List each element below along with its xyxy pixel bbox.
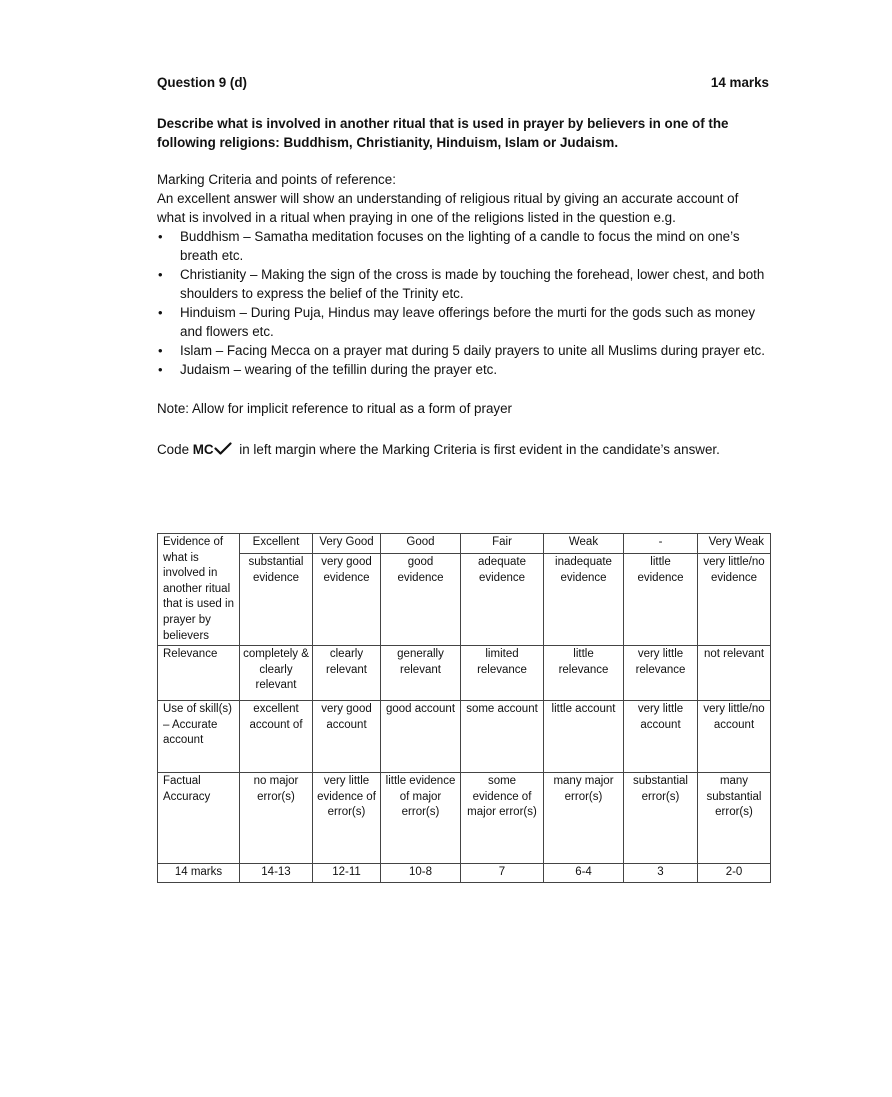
relevance-cell-weak: little relevance [544, 646, 624, 701]
table-header-row [158, 534, 771, 554]
bullet-hinduism: • Hinduism – During Puja, Hindus may leave offerings before the murti for the gods such as money and flowers etc. [157, 303, 769, 341]
header-very-weak: Very Weak [698, 534, 771, 554]
header-excellent: Excellent [240, 534, 313, 554]
evidence-cell-dash: little evidence [624, 554, 698, 646]
code-instruction [157, 440, 769, 459]
question-number: Question 9 (d) [157, 75, 248, 90]
question-header [157, 74, 769, 92]
table-row [158, 646, 771, 701]
code-prefix: Code [157, 442, 193, 457]
accuracy-cell-dash: substantial error(s) [624, 773, 698, 864]
evidence-cell-very-good: very good evidence [313, 554, 381, 646]
header-dash: - [624, 534, 698, 554]
skills-cell-fair: some account [461, 701, 544, 773]
bullet-islam: • Islam – Facing Mecca on a prayer mat during 5 daily prayers to unite all Muslims during prayer etc. [157, 341, 769, 360]
bullet-christianity: • Christianity – Making the sign of the cross is made by touching the forehead, lower chest, and both shoulders to express the belief of the Trinity etc. [157, 265, 769, 303]
criteria-intro: An excellent answer will show an understanding of religious ritual by giving an accurate account of what is involved in a ritual when praying in one of the religions listed in the question e.g. [157, 191, 739, 225]
marks-good: 10-8 [381, 864, 461, 883]
marking-guide-page [157, 74, 769, 459]
header-very-good: Very Good [313, 534, 381, 554]
relevance-cell-very-good: clearly relevant [313, 646, 381, 701]
evidence-cell-excellent: substantial evidence [240, 554, 313, 646]
skills-cell-excellent: excellent account of [240, 701, 313, 773]
accuracy-cell-weak: many major error(s) [544, 773, 624, 864]
accuracy-cell-good: little evidence of major error(s) [381, 773, 461, 864]
skills-cell-very-good: very good account [313, 701, 381, 773]
skills-cell-weak: little account [544, 701, 624, 773]
accuracy-cell-excellent: no major error(s) [240, 773, 313, 864]
criteria-bullets [157, 227, 769, 379]
relevance-cell-good: generally relevant [381, 646, 461, 701]
table-row [158, 773, 771, 864]
accuracy-cell-fair: some evidence of major error(s) [461, 773, 544, 864]
skills-cell-very-weak: very little/no account [698, 701, 771, 773]
accuracy-cell-very-weak: many substantial error(s) [698, 773, 771, 864]
header-good: Good [381, 534, 461, 554]
note-text: Note: Allow for implicit reference to ritual as a form of prayer [157, 401, 512, 416]
row-label-relevance: Relevance [158, 646, 240, 701]
header-fair: Fair [461, 534, 544, 554]
checkmark-icon [214, 442, 232, 455]
skills-cell-dash: very little account [624, 701, 698, 773]
table-row [158, 701, 771, 773]
marks-row [158, 864, 771, 883]
relevance-cell-dash: very little relevance [624, 646, 698, 701]
row-label-accuracy: Factual Accuracy [158, 773, 240, 864]
marks-fair: 7 [461, 864, 544, 883]
evidence-cell-good: good evidence [381, 554, 461, 646]
table-row [158, 554, 771, 646]
bullet-judaism: • Judaism – wearing of the tefillin during the prayer etc. [157, 360, 769, 379]
marks-label: 14 marks [158, 864, 240, 883]
marking-grid-table [157, 533, 771, 883]
row-label-evidence: Evidence of what is involved in another ritual that is used in prayer by believers [158, 534, 240, 646]
relevance-cell-fair: limited relevance [461, 646, 544, 701]
row-label-skills: Use of skill(s) – Accurate account [158, 701, 240, 773]
relevance-cell-very-weak: not relevant [698, 646, 771, 701]
question-text: Describe what is involved in another ritual that is used in prayer by believers in one of the following religions: Buddhism, Christianity, Hinduism, Islam or Judaism. [157, 116, 729, 150]
marking-criteria [157, 170, 769, 379]
marks-weak: 6-4 [544, 864, 624, 883]
accuracy-cell-very-good: very little evidence of error(s) [313, 773, 381, 864]
code-label: MC [192, 442, 214, 457]
marks-very-good: 12-11 [313, 864, 381, 883]
evidence-cell-very-weak: very little/no evidence [698, 554, 771, 646]
evidence-cell-fair: adequate evidence [461, 554, 544, 646]
header-weak: Weak [544, 534, 624, 554]
relevance-cell-excellent: completely & clearly relevant [240, 646, 313, 701]
code-suffix: in left margin where the Marking Criteria is first evident in the candidate’s answer. [235, 442, 720, 457]
bullet-buddhism: • Buddhism – Samatha meditation focuses on the lighting of a candle to focus the mind on one’s breath etc. [157, 227, 769, 265]
marks-very-weak: 2-0 [698, 864, 771, 883]
criteria-heading: Marking Criteria and points of reference: [157, 172, 396, 187]
marks-excellent: 14-13 [240, 864, 313, 883]
evidence-cell-weak: inadequate evidence [544, 554, 624, 646]
marks-dash: 3 [624, 864, 698, 883]
skills-cell-good: good account [381, 701, 461, 773]
question-marks: 14 marks [710, 75, 769, 90]
